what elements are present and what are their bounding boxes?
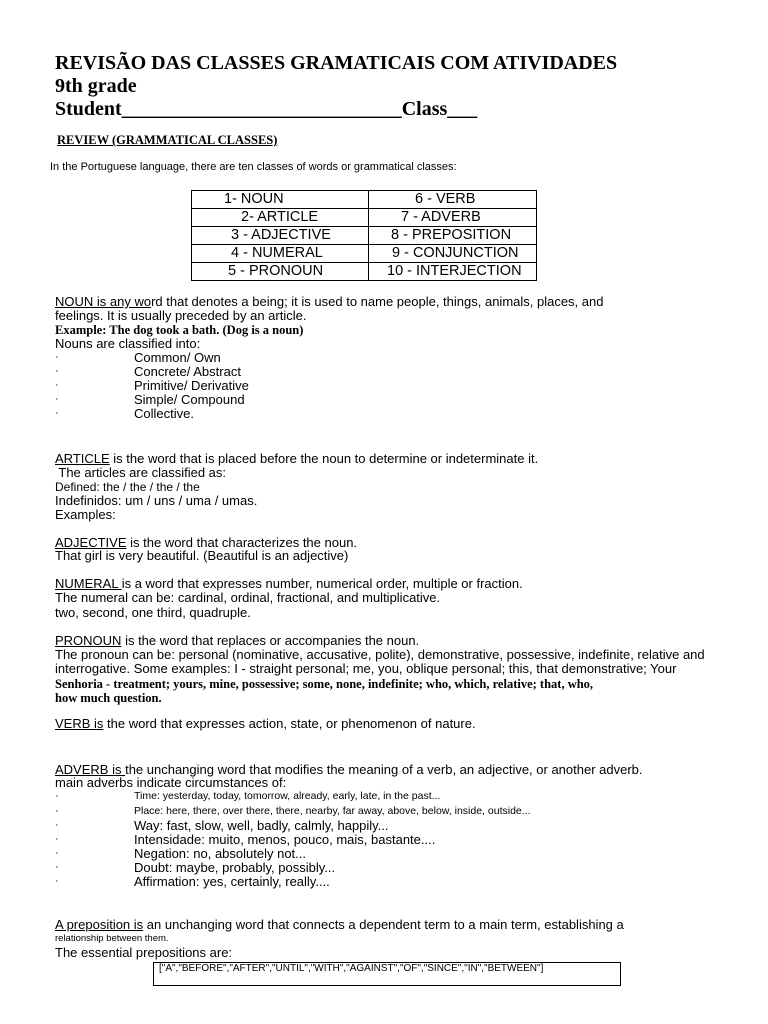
adjective-term: ADJECTIVE (55, 535, 127, 550)
numeral-text-3: two, second, one third, quadruple. (55, 605, 251, 620)
bullet-icon: · (55, 365, 59, 377)
adjective-text: is the word that characterizes the noun. (126, 535, 358, 550)
numeral-term: NUMERAL (55, 576, 122, 591)
table-cell: 8 - PREPOSITION (369, 227, 537, 245)
list-item: Concrete/ Abstract (134, 364, 241, 379)
pronoun-term: PRONOUN (55, 633, 122, 648)
article-text-3: Defined: the / the / the / the (55, 480, 200, 494)
list-item: Collective. (134, 406, 194, 421)
list-item: Place: here, there, over there, there, nearby, far away, above, below, inside, outside... (134, 805, 531, 817)
article-text-2: The articles are classified as: (55, 465, 226, 480)
numeral-text-2: The numeral can be: cardinal, ordinal, fractional, and multiplicative. (55, 590, 441, 605)
numeral-text: is a word that expresses number, numerical order, multiple or fraction. (121, 576, 523, 591)
prepositions-list: ["A","BEFORE","AFTER","UNTIL","WITH","AGAINST","OF","SINCE","IN","BETWEEN"] (159, 963, 544, 974)
list-item: Time: yesterday, today, tomorrow, already, early, late, in the past... (134, 790, 441, 802)
list-item: Simple/ Compound (134, 392, 245, 407)
list-item: Negation: no, absolutely not... (134, 846, 307, 861)
preposition-text: an unchanging word that connects a dependent term to a main term, establishing a (143, 917, 624, 932)
noun-definition (55, 295, 603, 309)
verb-text: the word that expresses action, state, or phenomenon of nature. (103, 716, 476, 731)
table-cell: 7 - ADVERB (369, 209, 537, 227)
table-cell: 10 - INTERJECTION (369, 263, 537, 281)
preposition-text-3: The essential prepositions are: (55, 945, 233, 960)
document-title: REVISÃO DAS CLASSES GRAMATICAIS COM ATIVIDADES (55, 52, 618, 74)
list-item: Way: fast, slow, well, badly, calmly, happily... (134, 818, 389, 833)
pronoun-text-2: The pronoun can be: personal (nominative, accusative, polite), demonstrative, possessive, indefinite, relative and (55, 647, 705, 662)
prepositions-box (153, 962, 621, 986)
bullet-icon: · (55, 875, 59, 887)
adverb-term: ADVERB is (55, 762, 126, 777)
numeral-definition (55, 577, 523, 591)
adjective-example: That girl is very beautiful. (Beautiful is an adjective) (55, 548, 349, 563)
table-row (192, 191, 537, 209)
bullet-icon: · (55, 790, 59, 802)
article-text-4: Indefinidos: um / uns / uma / umas. (55, 493, 258, 508)
article-text-5: Examples: (55, 507, 116, 522)
preposition-term: A preposition is (55, 917, 144, 932)
table-row (192, 209, 537, 227)
bullet-icon: · (55, 833, 59, 845)
review-heading: REVIEW (GRAMMATICAL CLASSES) (57, 133, 278, 147)
pronoun-text-5: how much question. (55, 691, 162, 705)
class-label: Class___ (401, 98, 478, 120)
table-cell: 2- ARTICLE (192, 209, 369, 227)
intro-text: In the Portuguese language, there are ten classes of words or grammatical classes: (50, 161, 457, 173)
article-definition (55, 452, 538, 466)
list-item: Affirmation: yes, certainly, really.... (134, 874, 330, 889)
pronoun-definition (55, 634, 419, 648)
list-item: Doubt: maybe, probably, possibly... (134, 860, 336, 875)
table-cell: 5 - PRONOUN (192, 263, 369, 281)
verb-definition (55, 717, 476, 731)
bullet-icon: · (55, 393, 59, 405)
table-cell: 4 - NUMERAL (192, 245, 369, 263)
grade-label: 9th grade (55, 75, 137, 97)
list-item: Intensidade: muito, menos, pouco, mais, bastante.... (134, 832, 436, 847)
preposition-definition (55, 918, 624, 932)
student-label: Student____________________________ (55, 98, 402, 120)
bullet-icon: · (55, 847, 59, 859)
article-text: is the word that is placed before the noun to determine or indeterminate it. (109, 451, 539, 466)
bullet-icon: · (55, 805, 59, 817)
table-row (192, 263, 537, 281)
noun-text: rd that denotes a being; it is used to name people, things, animals, places, and (151, 294, 604, 309)
bullet-icon: · (55, 351, 59, 363)
pronoun-text-3: interrogative. Some examples: I - straight personal; me, you, oblique personal; this, that demonstrative; Your (55, 661, 677, 676)
table-row (192, 227, 537, 245)
grammatical-classes-table (191, 190, 537, 281)
list-item: Common/ Own (134, 350, 221, 365)
bullet-icon: · (55, 861, 59, 873)
table-cell: 3 - ADJECTIVE (192, 227, 369, 245)
noun-classified-label: Nouns are classified into: (55, 336, 201, 351)
bullet-icon: · (55, 819, 59, 831)
table-cell: 9 - CONJUNCTION (369, 245, 537, 263)
noun-text-2: feelings. It is usually preceded by an article. (55, 308, 307, 323)
bullet-icon: · (55, 379, 59, 391)
table-cell: 1- NOUN (192, 191, 369, 209)
student-field[interactable] (55, 98, 477, 121)
bullet-icon: · (55, 407, 59, 419)
noun-term: NOUN is any wo (55, 294, 152, 309)
pronoun-text-4: Senhoria - treatment; yours, mine, possessive; some, none, indefinite; who, which, relative; that, who, (55, 677, 594, 691)
table-cell: 6 - VERB (369, 191, 537, 209)
adverb-text-2: main adverbs indicate circumstances of: (55, 775, 287, 790)
adverb-text: the unchanging word that modifies the meaning of a verb, an adjective, or another adverb. (125, 762, 643, 777)
list-item: Primitive/ Derivative (134, 378, 249, 393)
preposition-text-2: relationship between them. (55, 933, 169, 944)
verb-term: VERB is (55, 716, 104, 731)
pronoun-text: is the word that replaces or accompanies the noun. (121, 633, 420, 648)
noun-example: Example: The dog took a bath. (Dog is a noun) (55, 323, 304, 337)
table-row (192, 245, 537, 263)
article-term: ARTICLE (55, 451, 110, 466)
